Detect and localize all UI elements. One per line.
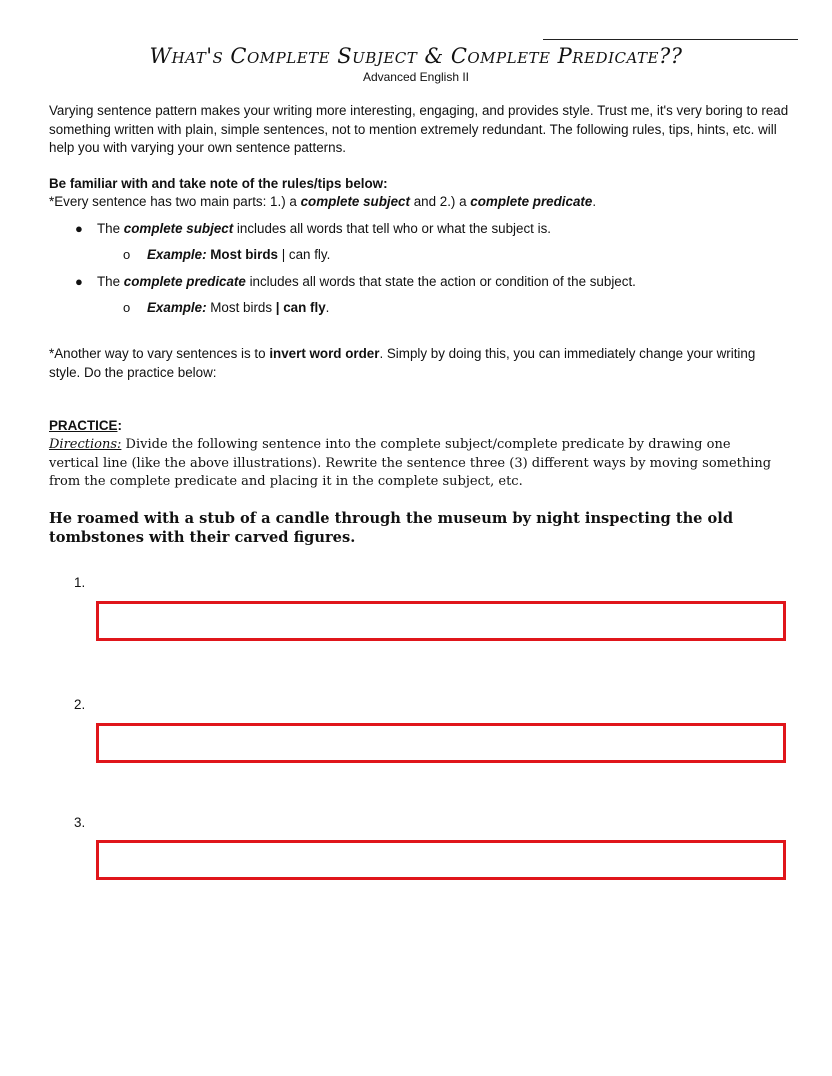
example-separator: | bbox=[277, 247, 289, 262]
invert-post: . Simply by doing this, you can immediately change your writing style. Do the practice below: bbox=[49, 346, 756, 380]
page-subtitle: Advanced English II bbox=[362, 70, 470, 84]
invert-word-order-paragraph bbox=[49, 345, 789, 382]
bullet-complete-subject bbox=[97, 221, 551, 236]
bullet-text: includes all words that state the action or condition of the subject. bbox=[245, 274, 636, 289]
example-end: . bbox=[325, 300, 330, 315]
rules-heading: Be familiar with and take note of the rules/tips below: bbox=[49, 176, 388, 191]
example-label: Example: bbox=[147, 300, 207, 315]
example-label: Example: bbox=[147, 247, 207, 262]
rules-line-mid: and 2.) a bbox=[409, 194, 471, 209]
practice-label: PRACTICE bbox=[49, 418, 118, 433]
answer-number: 2. bbox=[74, 697, 86, 712]
example-part-a: Most birds bbox=[210, 247, 278, 262]
answer-box-1[interactable] bbox=[96, 601, 786, 641]
term-complete-predicate: complete predicate bbox=[470, 194, 593, 209]
directions-paragraph bbox=[49, 436, 779, 492]
answer-number: 1. bbox=[74, 575, 86, 590]
invert-pre: *Another way to vary sentences is to bbox=[49, 346, 270, 361]
example-separator: | bbox=[272, 300, 284, 315]
bullet-text: includes all words that tell who or what the subject is. bbox=[233, 221, 551, 236]
page-title: What's Complete Subject & Complete Predicate?? bbox=[149, 44, 683, 68]
bullet-complete-predicate bbox=[97, 274, 636, 289]
rules-line-prefix: *Every sentence has two main parts: 1.) a bbox=[49, 194, 301, 209]
answer-box-3[interactable] bbox=[96, 840, 786, 880]
example-subject bbox=[147, 247, 330, 262]
bullet-term: complete predicate bbox=[123, 274, 246, 289]
rules-line-end: . bbox=[592, 194, 597, 209]
sub-bullet-marker: o bbox=[123, 300, 131, 315]
example-part-a: Most birds bbox=[210, 300, 273, 315]
term-complete-subject: complete subject bbox=[300, 194, 410, 209]
bullet-marker: ● bbox=[75, 274, 83, 289]
example-predicate bbox=[147, 300, 329, 315]
practice-colon: : bbox=[117, 418, 122, 433]
directions-label: Directions: bbox=[49, 437, 122, 452]
example-part-b: can fly. bbox=[288, 247, 331, 262]
bullet-pre: The bbox=[97, 274, 124, 289]
bullet-term: complete subject bbox=[123, 221, 234, 236]
example-part-b: can fly bbox=[283, 300, 326, 315]
practice-sentence: He roamed with a stub of a candle through the museum by night inspecting the old tombstones with their carved figures. bbox=[49, 510, 734, 546]
bullet-pre: The bbox=[97, 221, 124, 236]
rules-intro-line bbox=[49, 194, 809, 209]
name-line bbox=[543, 39, 798, 40]
invert-term: invert word order bbox=[269, 346, 380, 361]
practice-heading bbox=[49, 418, 122, 433]
bullet-marker: ● bbox=[75, 221, 83, 236]
intro-paragraph: Varying sentence pattern makes your writing more interesting, engaging, and provides style. Trust me, it's very boring to read something written with plain, simple sentences, not to mention extremely redundant. The following rules, tips, hints, etc. will help you with varying your own sentence patterns. bbox=[49, 103, 789, 155]
answer-number: 3. bbox=[74, 815, 86, 830]
answer-box-2[interactable] bbox=[96, 723, 786, 763]
directions-text: Divide the following sentence into the complete subject/complete predicate by drawing one vertical line (like the above illustrations). Rewrite the sentence three (3) different ways by moving something from the complete predicate and placing it in the complete subject, etc. bbox=[49, 437, 772, 490]
sub-bullet-marker: o bbox=[123, 247, 131, 262]
